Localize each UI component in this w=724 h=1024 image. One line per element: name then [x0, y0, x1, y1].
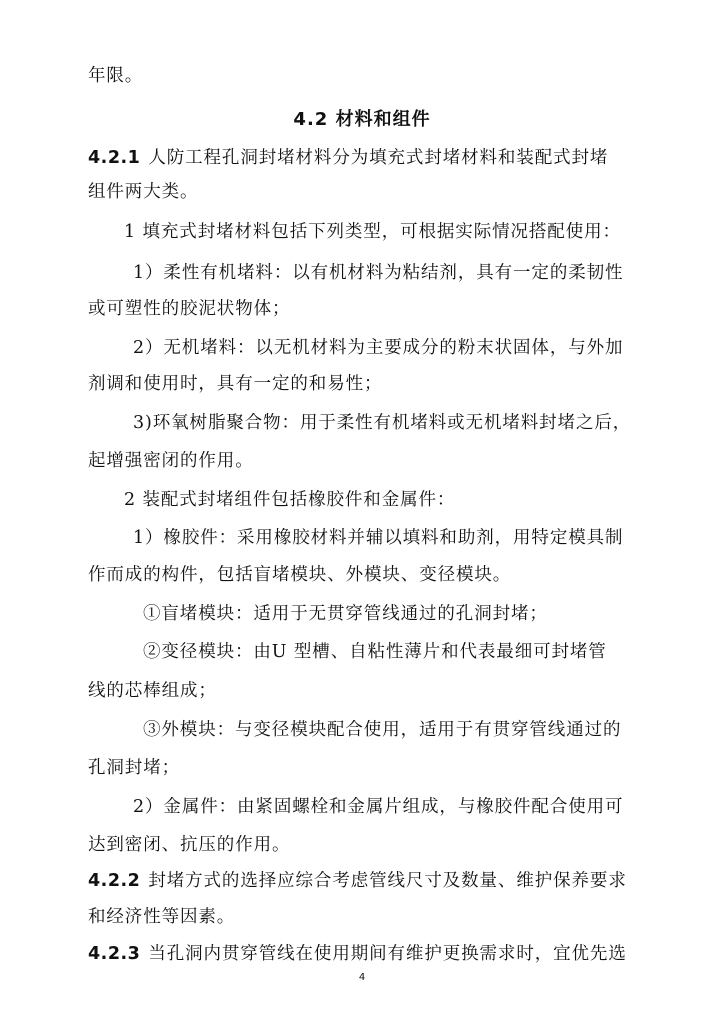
clause-text: 当孔洞内贯穿管线在使用期间有维护更换需求时，宜优先选 [148, 944, 627, 964]
page-number: 4 [358, 972, 366, 983]
clause-number: 4.2.1 [88, 148, 141, 168]
clause-4-2-1 [88, 146, 608, 170]
text-line: 年限。 [88, 66, 144, 86]
clause-text: 人防工程孔洞封堵材料分为填充式封堵材料和装配式封堵 [148, 148, 609, 168]
clause-4-2-2 [88, 869, 627, 893]
text-line: 线的芯棒组成； [88, 681, 217, 701]
list-item: 3)环氧树脂聚合物：用于柔性有机堵料或无机堵料封堵之后， [133, 413, 632, 433]
list-item: 1）橡胶件：采用橡胶材料并辅以填料和助剂，用特定模具制 [133, 528, 624, 548]
text-line: 起增强密闭的作用。 [88, 451, 254, 471]
section-heading: 4.2 材料和组件 [293, 109, 431, 130]
text-line: 和经济性等因素。 [88, 907, 236, 927]
list-item: 1）柔性有机堵料：以有机材料为粘结剂，具有一定的柔韧性 [133, 263, 624, 283]
text-line: 孔洞封堵； [88, 758, 180, 778]
text-line: 或可塑性的胶泥状物体； [88, 299, 291, 319]
clause-number: 4.2.3 [88, 944, 141, 964]
list-item: ②变径模块：由U 型槽、自粘性薄片和代表最细可封堵管 [143, 642, 607, 662]
list-item: ③外模块：与变径模块配合使用，适用于有贯穿管线通过的 [143, 720, 622, 740]
list-item: 2）无机堵料：以无机材料为主要成分的粉末状固体，与外加 [133, 338, 624, 358]
text-line: 剂调和使用时，具有一定的和易性； [88, 374, 383, 394]
text-line: 作而成的构件，包括盲堵模块、外模块、变径模块。 [88, 565, 512, 585]
list-item: 2 装配式封堵组件包括橡胶件和金属件： [124, 490, 456, 510]
clause-number: 4.2.2 [88, 871, 141, 891]
list-item: 1 填充式封堵材料包括下列类型，可根据实际情况搭配使用： [124, 222, 621, 242]
clause-4-2-3 [88, 942, 627, 966]
clause-text: 封堵方式的选择应综合考虑管线尺寸及数量、维护保养要求 [148, 871, 627, 891]
text-line: 达到密闭、抗压的作用。 [88, 835, 291, 855]
list-item: ①盲堵模块：适用于无贯穿管线通过的孔洞封堵； [143, 604, 548, 624]
list-item: 2）金属件：由紧固螺栓和金属片组成，与橡胶件配合使用可 [133, 797, 624, 817]
text-line: 组件两大类。 [88, 182, 199, 202]
